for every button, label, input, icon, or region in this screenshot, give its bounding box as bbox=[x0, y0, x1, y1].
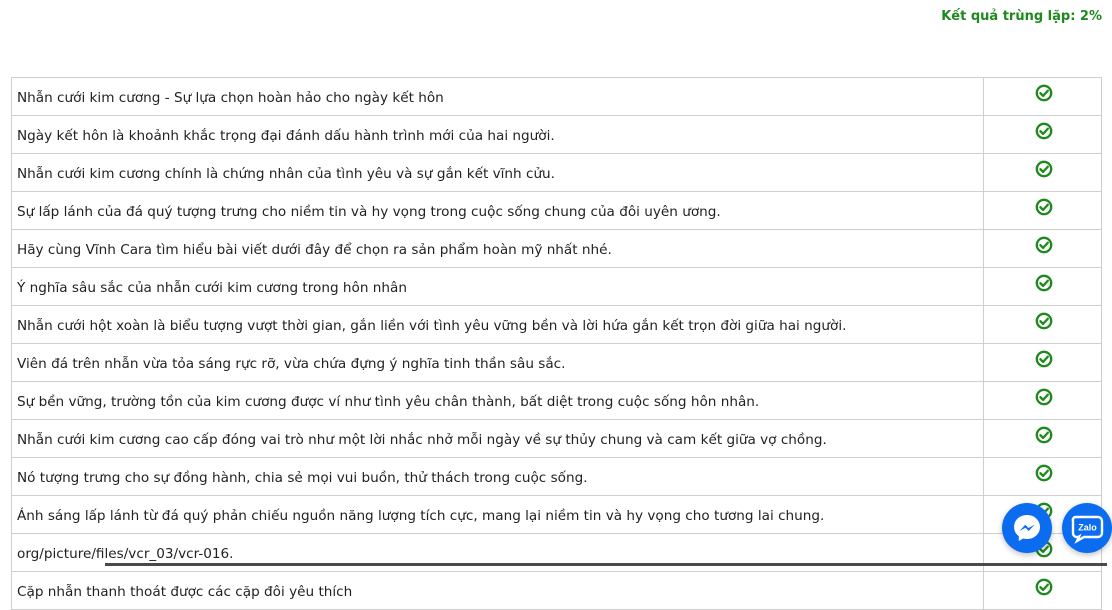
table-row bbox=[12, 230, 1102, 268]
table-body bbox=[12, 78, 1102, 610]
table-row bbox=[12, 458, 1102, 496]
zalo-label: Zalo bbox=[1078, 522, 1097, 533]
table-row bbox=[12, 116, 1102, 154]
messenger-chat-button[interactable] bbox=[1002, 503, 1052, 553]
table-row bbox=[12, 382, 1102, 420]
status-cell bbox=[984, 458, 1102, 496]
check-circle-icon bbox=[1035, 198, 1053, 216]
status-cell bbox=[984, 268, 1102, 306]
check-circle-icon bbox=[1035, 122, 1053, 140]
sentence-cell: org/picture/files/vcr_03/vcr-016. bbox=[12, 534, 984, 572]
status-cell bbox=[984, 382, 1102, 420]
check-circle-icon bbox=[1035, 350, 1053, 368]
status-cell bbox=[984, 344, 1102, 382]
messenger-icon bbox=[1002, 503, 1052, 553]
status-cell bbox=[984, 78, 1102, 116]
table-row bbox=[12, 420, 1102, 458]
status-cell bbox=[984, 572, 1102, 610]
check-circle-icon bbox=[1035, 84, 1053, 102]
sentence-cell: Nhẫn cưới kim cương chính là chứng nhân của tình yêu và sự gắn kết vĩnh cửu. bbox=[12, 154, 984, 192]
check-circle-icon bbox=[1035, 426, 1053, 444]
status-cell bbox=[984, 420, 1102, 458]
sentence-cell: Hãy cùng Vĩnh Cara tìm hiểu bài viết dưới đây để chọn ra sản phẩm hoàn mỹ nhất nhé. bbox=[12, 230, 984, 268]
sentence-cell: Sự lấp lánh của đá quý tượng trưng cho niềm tin và hy vọng trong cuộc sống chung của đôi uyên ương. bbox=[12, 192, 984, 230]
horizontal-scrollbar[interactable] bbox=[105, 563, 1107, 566]
duplicate-result-label: Kết quả trùng lặp: 2% bbox=[941, 9, 1102, 24]
status-cell bbox=[984, 192, 1102, 230]
zalo-chat-button[interactable] bbox=[1062, 503, 1112, 553]
sentence-cell: Ý nghĩa sâu sắc của nhẫn cưới kim cương trong hôn nhân bbox=[12, 268, 984, 306]
check-circle-icon bbox=[1035, 464, 1053, 482]
table-row bbox=[12, 306, 1102, 344]
check-circle-icon bbox=[1035, 312, 1053, 330]
table-row bbox=[12, 268, 1102, 306]
check-circle-icon bbox=[1035, 274, 1053, 292]
sentence-cell: Viên đá trên nhẫn vừa tỏa sáng rực rỡ, vừa chứa đựng ý nghĩa tinh thần sâu sắc. bbox=[12, 344, 984, 382]
sentence-cell: Nhẫn cưới hột xoàn là biểu tượng vượt thời gian, gắn liền với tình yêu vững bền và lời hứa gắn kết trọn đời giữa hai người. bbox=[12, 306, 984, 344]
table-row bbox=[12, 344, 1102, 382]
table-row bbox=[12, 78, 1102, 116]
check-circle-icon bbox=[1035, 236, 1053, 254]
table-row bbox=[12, 154, 1102, 192]
check-circle-icon bbox=[1035, 160, 1053, 178]
sentence-cell: Ngày kết hôn là khoảnh khắc trọng đại đánh dấu hành trình mới của hai người. bbox=[12, 116, 984, 154]
sentence-cell: Nhẫn cưới kim cương cao cấp đóng vai trò như một lời nhắc nhở mỗi ngày về sự thủy chung và cam kết giữa vợ chồng. bbox=[12, 420, 984, 458]
sentence-cell: Nó tượng trưng cho sự đồng hành, chia sẻ mọi vui buồn, thử thách trong cuộc sống. bbox=[12, 458, 984, 496]
table-row bbox=[12, 496, 1102, 534]
sentence-check-table bbox=[11, 77, 1102, 610]
sentence-cell: Ánh sáng lấp lánh từ đá quý phản chiếu nguồn năng lượng tích cực, mang lại niềm tin và hy vọng cho tương lai chung. bbox=[12, 496, 984, 534]
check-circle-icon bbox=[1035, 388, 1053, 406]
sentence-cell: Sự bền vững, trường tồn của kim cương được ví như tình yêu chân thành, bất diệt trong cuộc sống hôn nhân. bbox=[12, 382, 984, 420]
sentence-cell: Cặp nhẫn thanh thoát được các cặp đôi yêu thích bbox=[12, 572, 984, 610]
status-cell bbox=[984, 306, 1102, 344]
zalo-icon bbox=[1062, 503, 1112, 553]
table-row bbox=[12, 192, 1102, 230]
status-cell bbox=[984, 230, 1102, 268]
status-cell bbox=[984, 154, 1102, 192]
status-cell bbox=[984, 116, 1102, 154]
check-circle-icon bbox=[1035, 578, 1053, 596]
table-row bbox=[12, 572, 1102, 610]
sentence-cell: Nhẫn cưới kim cương - Sự lựa chọn hoàn hảo cho ngày kết hôn bbox=[12, 78, 984, 116]
